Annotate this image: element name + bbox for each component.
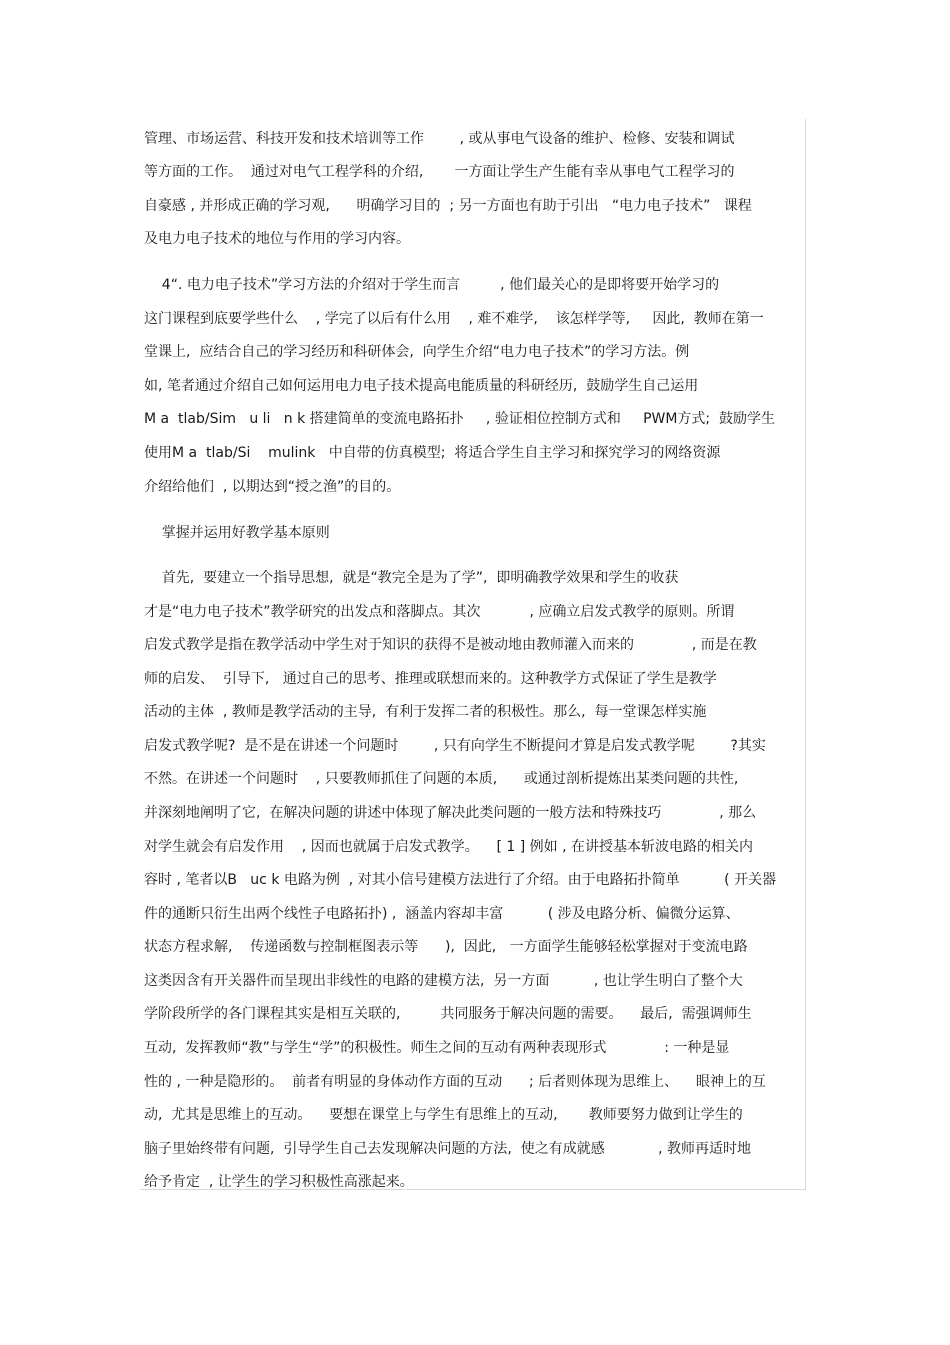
text-line: 管理、市场运营、科技开发和技术培训等工作 , 或从事电气设备的维护、检修、安装和调试 — [144, 131, 735, 147]
text-line: 启发式教学呢? 是不是在讲述一个问题时 , 只有向学生不断提问才算是启发式教学呢 ?其实 — [144, 738, 766, 754]
text-line: 堂课上, 应结合自己的学习经历和科研体会, 向学生介绍“电力电子技术”的学习方法。例 — [144, 344, 690, 360]
text-line: 及电力电子技术的地位与作用的学习内容。 — [144, 231, 410, 247]
text-line: 活动的主体 , 教师是教学活动的主导, 有利于发挥二者的积极性。那么, 每一堂课怎样实施 — [144, 704, 707, 720]
text-line: 如, 笔者通过介绍自己如何运用电力电子技术提高电能质量的科研经历, 鼓励学生自己运用 — [144, 378, 699, 394]
text-line: 动, 尤其是思维上的互动。 要想在课堂上与学生有思维上的互动, 教师要努力做到让学生的 — [144, 1107, 743, 1123]
text-line: 师的启发、 引导下, 通过自己的思考、推理或联想而来的。这种教学方式保证了学生是教学 — [144, 671, 717, 687]
text-line: 4“. 电力电子技术”学习方法的介绍对于学生而言 , 他们最关心的是即将要开始学习的 — [144, 277, 720, 293]
text-line: 脑子里始终带有问题, 引导学生自己去发现解决问题的方法, 使之有成就感 , 教师再适时地 — [144, 1141, 752, 1157]
text-line: 自豪感 , 并形成正确的学习观, 明确学习目的 ; 另一方面也有助于引出 “电力电子技术” 课程 — [144, 198, 752, 214]
text-line: 学阶段所学的各门课程其实是相互关联的, 共同服务于解决问题的需要。 最后, 需强调师生 — [144, 1006, 752, 1022]
text-line: 性的 , 一种是隐形的。 前者有明显的身体动作方面的互动 ; 后者则体现为思维上、 眼神上的互 — [144, 1074, 766, 1090]
text-line: 容时 , 笔者以B uc k 电路为例 , 对其小信号建模方法进行了介绍。由于电路拓扑简单 ( 开关器 — [144, 872, 777, 888]
text-line: 件的通断只衍生出两个线性子电路拓扑) , 涵盖内容却丰富 ( 涉及电路分析、偏微分运算、 — [144, 906, 740, 922]
text-line: 使用M a tlab/Si mulink 中自带的仿真模型; 将适合学生自主学习和探究学习的网络资源 — [144, 445, 721, 461]
text-line: 这门课程到底要学些什么 , 学完了以后有什么用 , 难不难学, 该怎样学等, 因此, 教师在第一 — [144, 311, 764, 327]
text-line: 才是“电力电子技术”教学研究的出发点和落脚点。其次 , 应确立启发式教学的原则。所谓 — [144, 604, 735, 620]
text-line: 状态方程求解, 传递函数与控制框图表示等 ), 因此, 一方面学生能够轻松掌握对于变流电路 — [144, 939, 748, 955]
text-line: 介绍给他们 , 以期达到“授之渔”的目的。 — [144, 479, 401, 495]
text-line: 对学生就会有启发作用 , 因而也就属于启发式教学。 [ 1 ] 例如 , 在讲授基本斩波电路的相关内 — [144, 839, 754, 855]
text-line: 等方面的工作。 通过对电气工程学科的介绍, 一方面让学生产生能有幸从事电气工程学习的 — [144, 164, 735, 180]
text-line: 启发式教学是指在教学活动中学生对于知识的获得不是被动地由教师灌入而来的 , 而是在教 — [144, 637, 757, 653]
section-heading: 掌握并运用好教学基本原则 — [144, 525, 330, 541]
text-line: 这类因含有开关器件而呈现出非线性的电路的建模方法, 另一方面 , 也让学生明白了整个大 — [144, 973, 743, 989]
text-line: 给予肯定 , 让学生的学习积极性高涨起来。 — [144, 1174, 414, 1190]
text-line: 互动, 发挥教师“教”与学生“学”的积极性。师生之间的互动有两种表现形式 : 一种是显 — [144, 1040, 730, 1056]
text-line: 首先, 要建立一个指导思想, 就是“教完全是为了学”, 即明确教学效果和学生的收获 — [144, 570, 679, 586]
text-line: 不然。在讲述一个问题时 , 只要教师抓住了问题的本质, 或通过剖析提炼出某类问题的共性, — [144, 771, 739, 787]
text-line: M a tlab/Sim u li n k 搭建简单的变流电路拓扑 , 验证相位控制方式和 PWM方式; 鼓励学生 — [144, 411, 776, 427]
text-line: 并深刻地阐明了它, 在解决问题的讲述中体现了解决此类问题的一般方法和特殊技巧 , 那么 — [144, 805, 757, 821]
